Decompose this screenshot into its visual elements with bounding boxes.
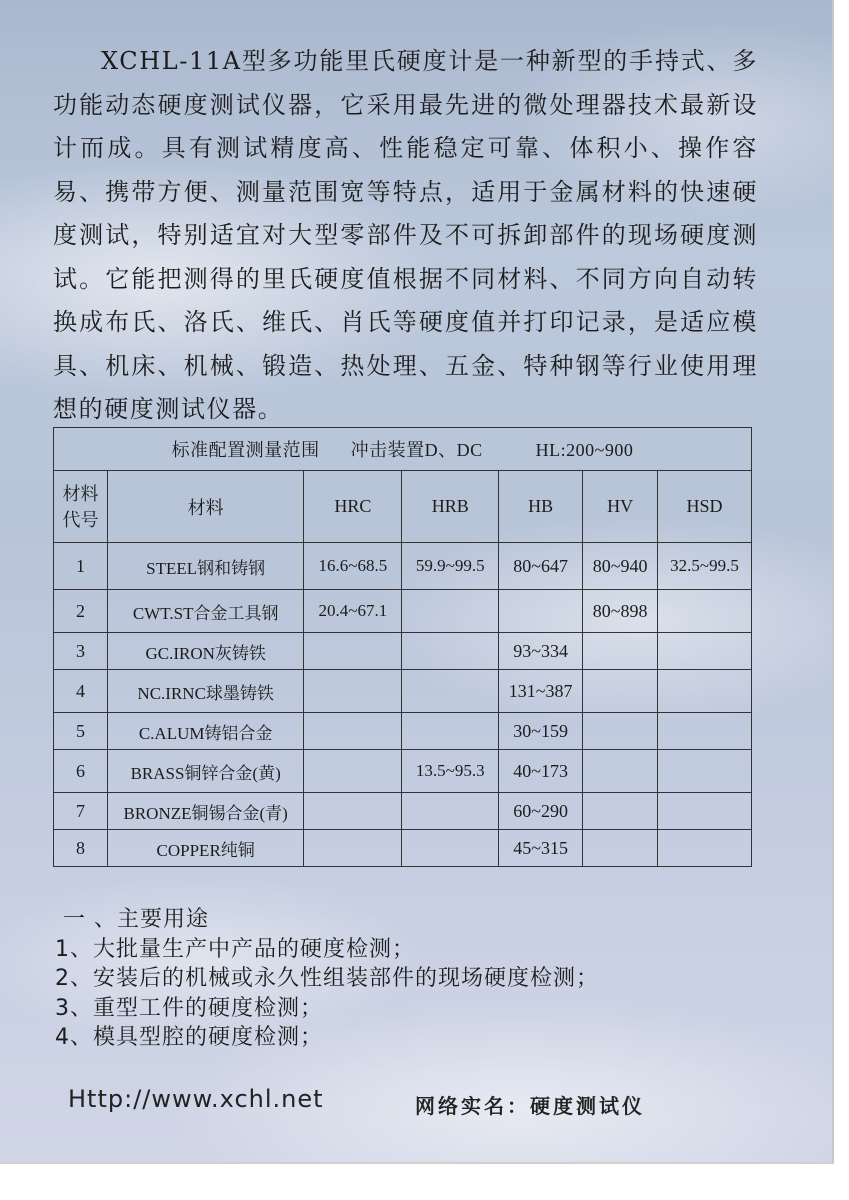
table-row — [54, 543, 752, 590]
table-cell: STEEL钢和铸钢 — [107, 543, 304, 590]
table-row — [54, 750, 752, 793]
table-cell — [304, 633, 402, 670]
table-cell: 3 — [54, 633, 108, 670]
column-header: 材料代号 — [54, 471, 108, 543]
table-cell: 7 — [54, 793, 108, 830]
column-header: HSD — [658, 471, 752, 543]
table-cell: 1 — [54, 543, 108, 590]
table-cell — [658, 670, 752, 713]
intro-paragraph: XCHL-11A型多功能里氏硬度计是一种新型的手持式、多功能动态硬度测试仪器，它采用最先进的微处理器技术最新设计而成。具有测试精度高、性能稳定可靠、体积小、操作容易、携带方便、测量范围宽等特点，适用于金属材料的快速硬度测试，特别适宜对大型零部件及不可拆卸部件的现场硬度测试。它能把测得的里氏硬度值根据不同材料、不同方向自动转换成布氏、洛氏、维氏、肖氏等硬度值并打印记录，是适应模具、机床、机械、锻造、热处理、五金、特种钢等行业使用理想的硬度测试仪器。 — [53, 47, 758, 423]
table-title-device: 冲击装置D、DC — [350, 440, 483, 460]
table-row — [54, 793, 752, 830]
network-name: 网络实名：硬度测试仪 — [415, 1094, 645, 1118]
table-cell — [583, 670, 658, 713]
hardness-range-table — [53, 427, 752, 867]
column-header: 材料 — [107, 471, 304, 543]
table-cell: 32.5~99.5 — [658, 543, 752, 590]
table-cell: 59.9~99.5 — [402, 543, 499, 590]
table-cell — [304, 830, 402, 867]
main-uses-item: 1、大批量生产中产品的硬度检测； — [55, 936, 415, 962]
table-cell — [658, 633, 752, 670]
table-cell — [658, 590, 752, 633]
table-row — [54, 670, 752, 713]
table-cell: 13.5~95.3 — [402, 750, 499, 793]
table-cell: 45~315 — [499, 830, 583, 867]
table-cell — [402, 633, 499, 670]
table-row — [54, 713, 752, 750]
table-cell — [304, 793, 402, 830]
table-cell: 80~940 — [583, 543, 658, 590]
table-title-hl: HL:200~900 — [535, 440, 634, 460]
table-cell: 93~334 — [499, 633, 583, 670]
table-cell: 5 — [54, 713, 108, 750]
table-title-row — [54, 428, 752, 471]
table-cell: 80~898 — [583, 590, 658, 633]
column-header: HRC — [304, 471, 402, 543]
table-cell — [304, 750, 402, 793]
table-cell: 6 — [54, 750, 108, 793]
table-cell — [583, 633, 658, 670]
table-cell: NC.IRNC球墨铸铁 — [107, 670, 304, 713]
table-row — [54, 633, 752, 670]
table-cell: 16.6~68.5 — [304, 543, 402, 590]
table-cell: BRONZE铜锡合金(青) — [107, 793, 304, 830]
table-cell: 131~387 — [499, 670, 583, 713]
table-cell: 8 — [54, 830, 108, 867]
column-header: HV — [583, 471, 658, 543]
table-cell — [499, 590, 583, 633]
table-cell: GC.IRON灰铸铁 — [107, 633, 304, 670]
table-cell: COPPER纯铜 — [107, 830, 304, 867]
table-title-range: 标准配置测量范围 — [171, 440, 320, 460]
main-uses-section — [55, 905, 755, 1053]
table-cell: C.ALUM铸铝合金 — [107, 713, 304, 750]
table-cell — [658, 830, 752, 867]
table-cell — [402, 713, 499, 750]
table-cell: 20.4~67.1 — [304, 590, 402, 633]
table-cell — [583, 713, 658, 750]
table-cell — [658, 713, 752, 750]
main-uses-title: 一 、主要用途 — [63, 907, 209, 932]
table-row — [54, 590, 752, 633]
table-cell — [402, 670, 499, 713]
table-cell — [658, 750, 752, 793]
website-link[interactable]: Http://www.xchl.net — [68, 1085, 324, 1113]
column-header: HRB — [402, 471, 499, 543]
column-header: HB — [499, 471, 583, 543]
table-cell: CWT.ST合金工具钢 — [107, 590, 304, 633]
table-cell — [304, 713, 402, 750]
table-row — [54, 830, 752, 867]
main-uses-item: 4、模具型腔的硬度检测； — [55, 1025, 323, 1050]
table-cell — [583, 750, 658, 793]
table-cell: 40~173 — [499, 750, 583, 793]
table-cell: 30~159 — [499, 713, 583, 750]
table-cell: BRASS铜锌合金(黄) — [107, 750, 304, 793]
table-cell — [583, 830, 658, 867]
table-cell: 80~647 — [499, 543, 583, 590]
table-cell: 60~290 — [499, 793, 583, 830]
table-cell: 4 — [54, 670, 108, 713]
column-header-row — [54, 471, 752, 543]
table-cell — [402, 793, 499, 830]
table-cell — [583, 793, 658, 830]
main-uses-item: 2、安装后的机械或永久性组装部件的现场硬度检测； — [55, 966, 599, 991]
main-uses-item: 3、重型工件的硬度检测； — [55, 995, 323, 1021]
table-cell — [304, 670, 402, 713]
table-cell — [658, 793, 752, 830]
table-cell — [402, 830, 499, 867]
table-cell: 2 — [54, 590, 108, 633]
table-cell — [402, 590, 499, 633]
